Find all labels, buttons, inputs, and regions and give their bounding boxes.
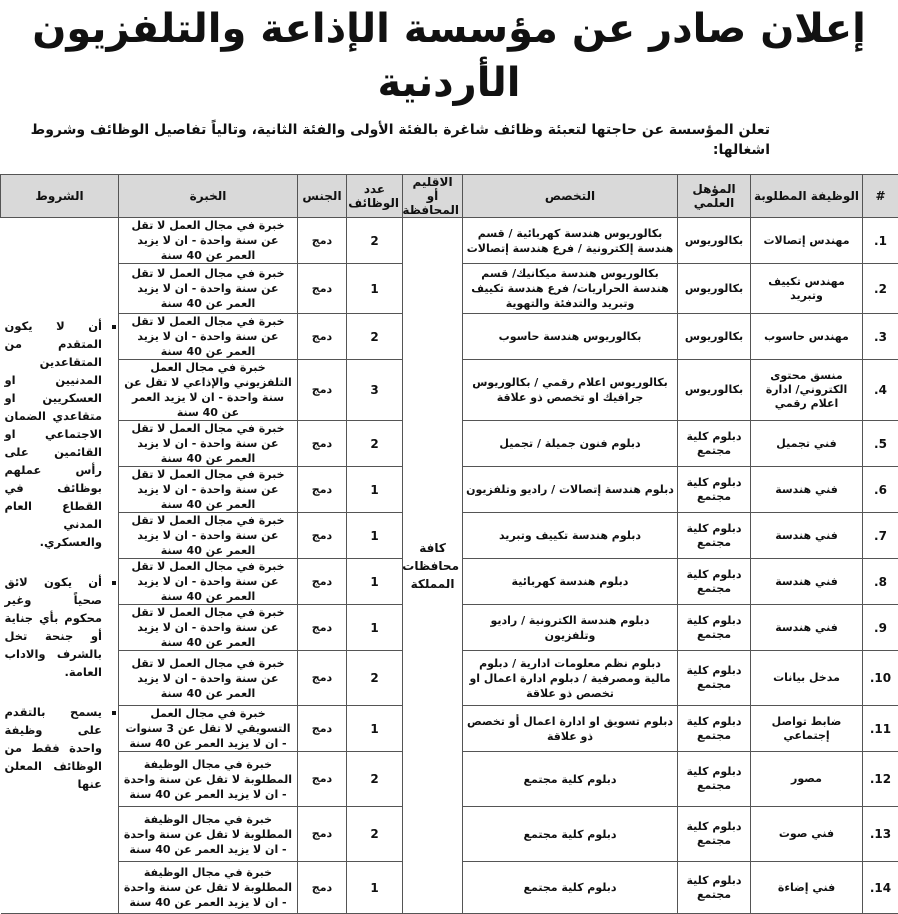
experience: خبرة في مجال العمل لا تقل عن سنة واحدة - ان لا يزيد العمر عن 40 سنة: [119, 264, 298, 314]
qualification: بكالوريوس: [678, 360, 751, 421]
job-title: مدخل بيانات: [751, 651, 863, 706]
experience: خبرة في مجال العمل لا تقل عن سنة واحدة - ان لا يزيد العمر عن 40 سنة: [119, 559, 298, 605]
job-count: 2: [347, 314, 403, 360]
job-title: ضابط تواصل إجتماعي: [751, 706, 863, 752]
specialization: بكالوريوس اعلام رقمي / بكالوريوس جرافيك او تخصص ذو علاقة: [463, 360, 678, 421]
experience: خبرة في مجال العمل لا تقل عن سنة واحدة - ان لا يزيد العمر عن 40 سنة: [119, 218, 298, 264]
specialization: بكالوريوس هندسة ميكانيك/ قسم هندسة الحراريات/ فرع هندسة تكييف وتبريد والتدفئة والتهوية: [463, 264, 678, 314]
gender: دمج: [298, 314, 347, 360]
experience: خبرة في مجال العمل لا تقل عن سنة واحدة - ان لا يزيد العمر عن 40 سنة: [119, 467, 298, 513]
header-count: عدد الوظائف: [347, 175, 403, 218]
job-count: 1: [347, 513, 403, 559]
gender: دمج: [298, 807, 347, 862]
experience: خبرة في مجال العمل التسويقي لا تقل عن 3 سنوات - ان لا يزيد العمر عن 40 سنة: [119, 706, 298, 752]
job-title: فني هندسة: [751, 605, 863, 651]
job-count: 1: [347, 559, 403, 605]
row-number: 4.: [863, 360, 898, 421]
job-count: 1: [347, 264, 403, 314]
job-title: فني هندسة: [751, 559, 863, 605]
specialization: دبلوم تسويق او ادارة اعمال أو تخصص ذو علاقة: [463, 706, 678, 752]
region-cell: كافة محافظات المملكة: [403, 218, 463, 914]
qualification: دبلوم كلية مجتمع: [678, 421, 751, 467]
job-count: 1: [347, 605, 403, 651]
header-qualification: المؤهل العلمي: [678, 175, 751, 218]
condition-item: ▪ أن لا يكون المتقدم من المتقاعدين المدنيين او العسكريين او متقاعدي الضمان الاجتماعي او القائمين على رأس عملهم بوظائف في القطاع العام المدني والعسكري.: [5, 317, 103, 551]
qualification: دبلوم كلية مجتمع: [678, 807, 751, 862]
specialization: دبلوم كلية مجتمع: [463, 752, 678, 807]
conditions-cell: [1, 218, 119, 914]
qualification: دبلوم كلية مجتمع: [678, 513, 751, 559]
specialization: دبلوم هندسة كهربائية: [463, 559, 678, 605]
conditions-list: [5, 317, 115, 793]
qualification: بكالوريوس: [678, 314, 751, 360]
experience: خبرة في مجال العمل لا تقل عن سنة واحدة - ان لا يزيد العمر عن 40 سنة: [119, 605, 298, 651]
specialization: دبلوم كلية مجتمع: [463, 807, 678, 862]
qualification: دبلوم كلية مجتمع: [678, 605, 751, 651]
gender: دمج: [298, 651, 347, 706]
job-title: فني هندسة: [751, 513, 863, 559]
qualification: بكالوريوس: [678, 218, 751, 264]
job-count: 2: [347, 752, 403, 807]
gender: دمج: [298, 421, 347, 467]
row-number: 11.: [863, 706, 898, 752]
header-conditions: الشروط: [1, 175, 119, 218]
gender: دمج: [298, 706, 347, 752]
job-title: فني صوت: [751, 807, 863, 862]
job-title: منسق محتوى الكتروني/ ادارة اعلام رقمي: [751, 360, 863, 421]
experience: خبرة في مجال الوظيفة المطلوبة لا تقل عن سنة واحدة - ان لا يزيد العمر عن 40 سنة: [119, 807, 298, 862]
gender: دمج: [298, 218, 347, 264]
job-count: 3: [347, 360, 403, 421]
experience: خبرة في مجال العمل لا تقل عن سنة واحدة - ان لا يزيد العمر عن 40 سنة: [119, 651, 298, 706]
qualification: دبلوم كلية مجتمع: [678, 752, 751, 807]
job-title: فني تجميل: [751, 421, 863, 467]
job-count: 1: [347, 706, 403, 752]
gender: دمج: [298, 862, 347, 914]
gender: دمج: [298, 513, 347, 559]
experience: خبرة في مجال الوظيفة المطلوبة لا تقل عن سنة واحدة - ان لا يزيد العمر عن 40 سنة: [119, 862, 298, 914]
job-count: 1: [347, 862, 403, 914]
job-count: 2: [347, 218, 403, 264]
gender: دمج: [298, 467, 347, 513]
row-number: 3.: [863, 314, 898, 360]
gender: دمج: [298, 264, 347, 314]
condition-item: ▪ يسمح بالتقدم على وظيفة واحدة فقط من الوظائف المعلن عنها: [5, 703, 103, 793]
specialization: دبلوم فنون جميلة / تجميل: [463, 421, 678, 467]
qualification: دبلوم كلية مجتمع: [678, 559, 751, 605]
gender: دمج: [298, 360, 347, 421]
qualification: دبلوم كلية مجتمع: [678, 706, 751, 752]
header-experience: الخبرة: [119, 175, 298, 218]
row-number: 6.: [863, 467, 898, 513]
specialization: دبلوم هندسة تكييف وتبريد: [463, 513, 678, 559]
experience: خبرة في مجال العمل لا تقل عن سنة واحدة - ان لا يزيد العمر عن 40 سنة: [119, 513, 298, 559]
qualification: بكالوريوس: [678, 264, 751, 314]
qualification: دبلوم كلية مجتمع: [678, 467, 751, 513]
job-title: مصور: [751, 752, 863, 807]
experience: خبرة في مجال العمل التلفزيوني والإذاعي لا تقل عن سنة واحدة - ان لا يزيد العمر عن 40 سنة: [119, 360, 298, 421]
specialization: دبلوم هندسة الكترونية / راديو وتلفزيون: [463, 605, 678, 651]
condition-item: ▪ أن يكون لائق صحياً وغير محكوم بأي جناية أو جنحة تخل بالشرف والاداب العامة.: [5, 573, 103, 681]
qualification: دبلوم كلية مجتمع: [678, 862, 751, 914]
specialization: دبلوم هندسة إتصالات / راديو وتلفزيون: [463, 467, 678, 513]
row-number: 9.: [863, 605, 898, 651]
header-region: الاقليم أو المحافظة: [403, 175, 463, 218]
specialization: بكالوريوس هندسة كهربائية / قسم هندسة إلكترونية / فرع هندسة إتصالات: [463, 218, 678, 264]
header-number: #: [863, 175, 898, 218]
experience: خبرة في مجال العمل لا تقل عن سنة واحدة - ان لا يزيد العمر عن 40 سنة: [119, 314, 298, 360]
qualification: دبلوم كلية مجتمع: [678, 651, 751, 706]
gender: دمج: [298, 752, 347, 807]
job-title: فني هندسة: [751, 467, 863, 513]
job-title: مهندس إتصالات: [751, 218, 863, 264]
table-header-row: [1, 175, 898, 218]
header-job: الوظيفة المطلوبة: [751, 175, 863, 218]
job-title: مهندس حاسوب: [751, 314, 863, 360]
job-title: مهندس تكييف وتبريد: [751, 264, 863, 314]
job-title: فني إضاءة: [751, 862, 863, 914]
row-number: 1.: [863, 218, 898, 264]
row-number: 13.: [863, 807, 898, 862]
row-number: 2.: [863, 264, 898, 314]
row-number: 7.: [863, 513, 898, 559]
job-count: 2: [347, 651, 403, 706]
row-number: 10.: [863, 651, 898, 706]
row-number: 12.: [863, 752, 898, 807]
row-number: 8.: [863, 559, 898, 605]
experience: خبرة في مجال العمل لا تقل عن سنة واحدة - ان لا يزيد العمر عن 40 سنة: [119, 421, 298, 467]
job-count: 2: [347, 807, 403, 862]
table-row: [1, 218, 898, 264]
gender: دمج: [298, 605, 347, 651]
announcement-title: إعلان صادر عن مؤسسة الإذاعة والتلفزيون الأردنية: [0, 0, 898, 110]
job-count: 1: [347, 467, 403, 513]
job-count: 2: [347, 421, 403, 467]
gender: دمج: [298, 559, 347, 605]
experience: خبرة في مجال الوظيفة المطلوبة لا تقل عن سنة واحدة - ان لا يزيد العمر عن 40 سنة: [119, 752, 298, 807]
specialization: دبلوم كلية مجتمع: [463, 862, 678, 914]
specialization: دبلوم نظم معلومات ادارية / دبلوم مالية ومصرفية / دبلوم ادارة اعمال او تخصص ذو علاقة: [463, 651, 678, 706]
header-specialization: التخصص: [463, 175, 678, 218]
specialization: بكالوريوس هندسة حاسوب: [463, 314, 678, 360]
header-gender: الجنس: [298, 175, 347, 218]
row-number: 5.: [863, 421, 898, 467]
row-number: 14.: [863, 862, 898, 914]
announcement-intro: تعلن المؤسسة عن حاجتها لتعبئة وظائف شاغرة بالفئة الأولى والفئة الثانية، وتالياً تفاصيل الوظائف وشروط اشغالها:: [0, 110, 898, 174]
jobs-table: [0, 174, 898, 914]
